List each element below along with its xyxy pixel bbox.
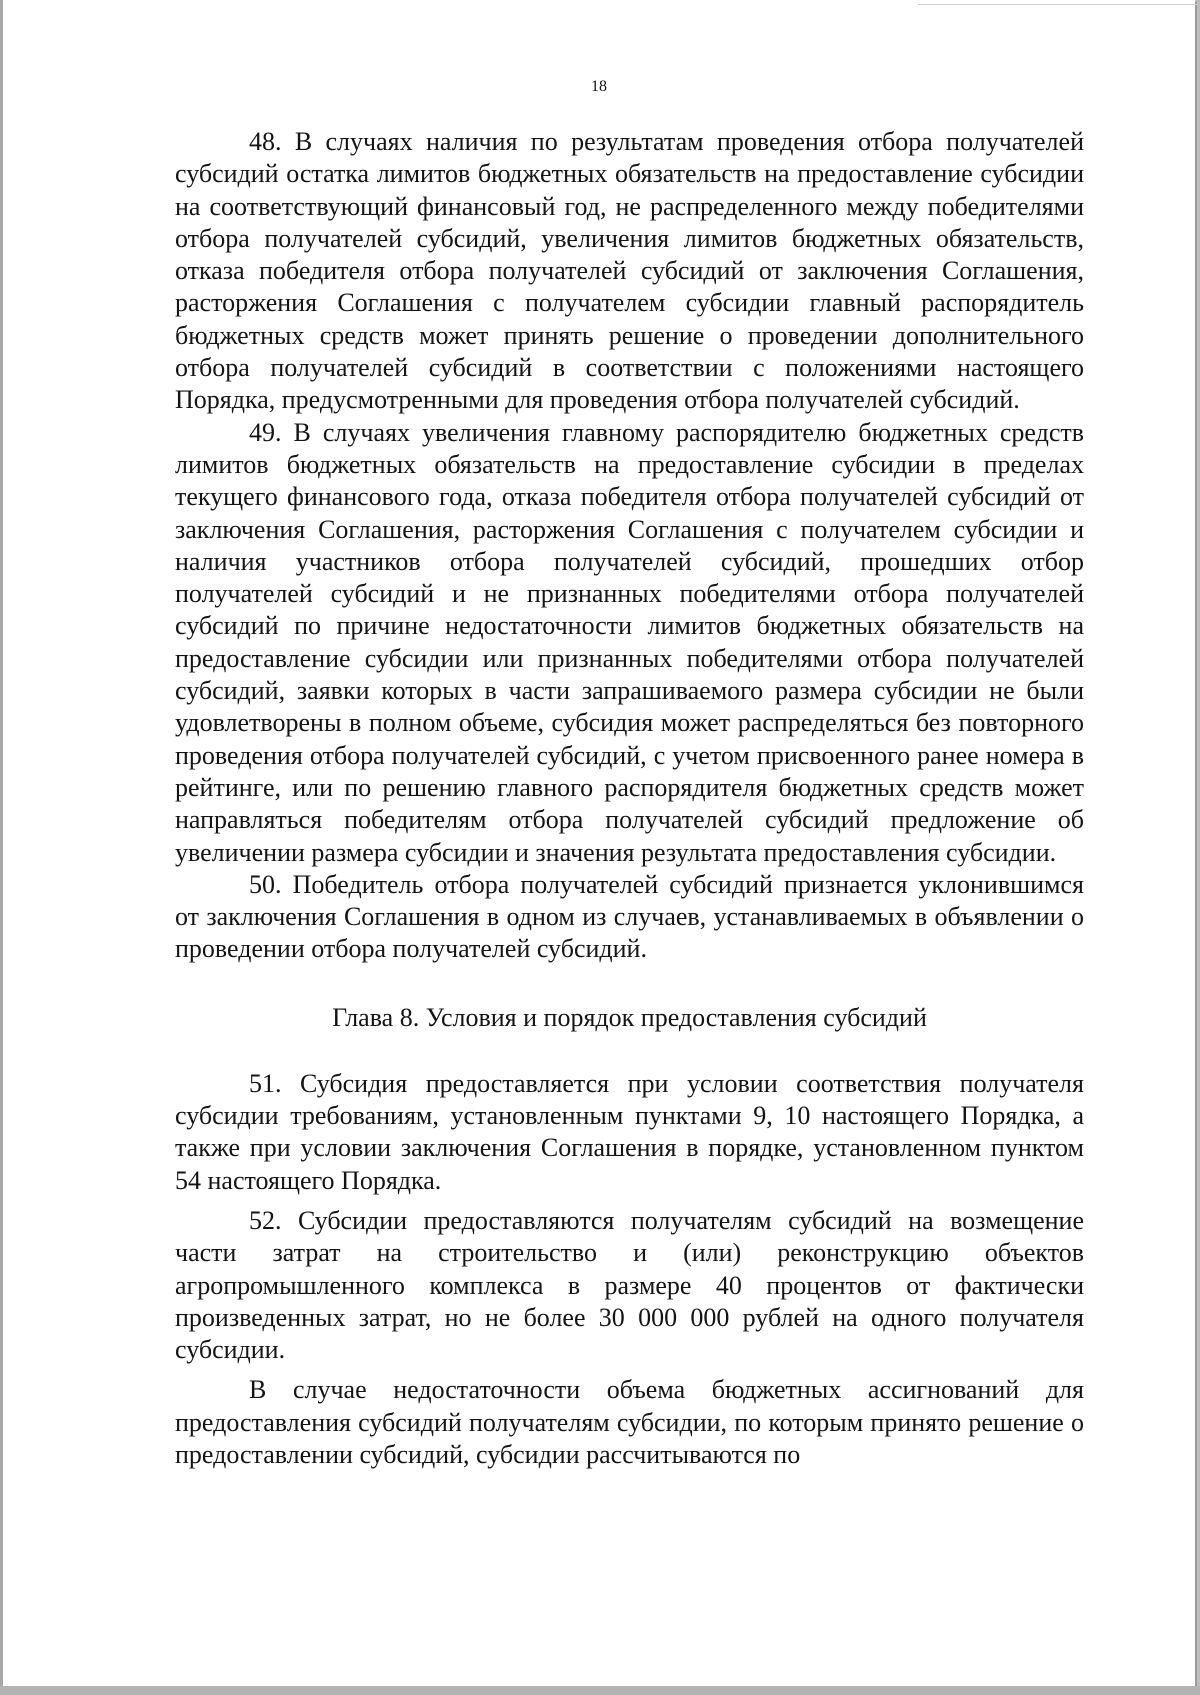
chapter-heading: Глава 8. Условия и порядок предоставления субсидий [332,1002,927,1032]
paragraph-52: 52. Субсидии предоставляются получателям субсидий на возмещение части затрат на строительство и (или) реконструкцию объектов агропромышленного комплекса в размере 40 процентов от фактически произведенных затрат, но не более 30 000 000 рублей на одного получателя субсидии. [175,1205,1084,1365]
scan-top-rule [918,4,1198,5]
scan-bottom-band [0,1686,1200,1695]
document-body [175,126,1084,1471]
document-page [3,0,1195,1686]
page-number: 18 [591,78,607,95]
paragraph-48: 48. В случаях наличия по результатам проведения отбора получателей субсидий остатка лимитов бюджетных обязательств на предоставление субсидии на соответствующий финансовый год, не распределенного между победителями отбора получателей субсидий, увеличения лимитов бюджетных обязательств, отказа победителя отбора получателей субсидий от заключения Соглашения, расторжения Соглашения с получателем субсидии главный распорядитель бюджетных средств может принять решение о проведении дополнительного отбора получателей субсидий в соответствии с положениями настоящего Порядка, предусмотренными для проведения отбора получателей субсидий. [175,127,1084,415]
paragraph-49: 49. В случаях увеличения главному распорядителю бюджетных средств лимитов бюджетных обязательств на предоставление субсидии в пределах текущего финансового года, отказа победителя отбора получателей субсидий от заключения Соглашения, расторжения Соглашения с получателем субсидии и наличия участников отбора получателей субсидий, прошедших отбор получателей субсидий и не признанных победителями отбора получателей субсидий по причине недостаточности лимитов бюджетных обязательств на предоставление субсидии или признанных победителями отбора получателей субсидий, заявки которых в части запрашиваемого размера субсидии не были удовлетворены в полном объеме, субсидия может распределяться без повторного проведения отбора получателей субсидий, с учетом присвоенного ранее номера в рейтинге, или по решению главного распорядителя бюджетных средств может направляться победителям отбора получателей субсидий предложение об увеличении размера субсидии и значения результата предоставления субсидии. [175,417,1084,867]
paragraph-50: 50. Победитель отбора получателей субсидий признается уклонившимся от заключения Соглашения в одном из случаев, устанавливаемых в объявлении о проведении отбора получателей субсидий. [175,869,1084,964]
paragraph-51: 51. Субсидия предоставляется при условии соответствия получателя субсидии требованиям, установленным пунктами 9, 10 настоящего Порядка, а также при условии заключения Соглашения в порядке, установленном пунктом 54 настоящего Порядка. [175,1068,1084,1195]
paragraph-52-continuation: В случае недостаточности объема бюджетных ассигнований для предоставления субсидий получателям субсидии, по которым принято решение о предоставлении субсидий, субсидии рассчитываются по [175,1375,1084,1469]
